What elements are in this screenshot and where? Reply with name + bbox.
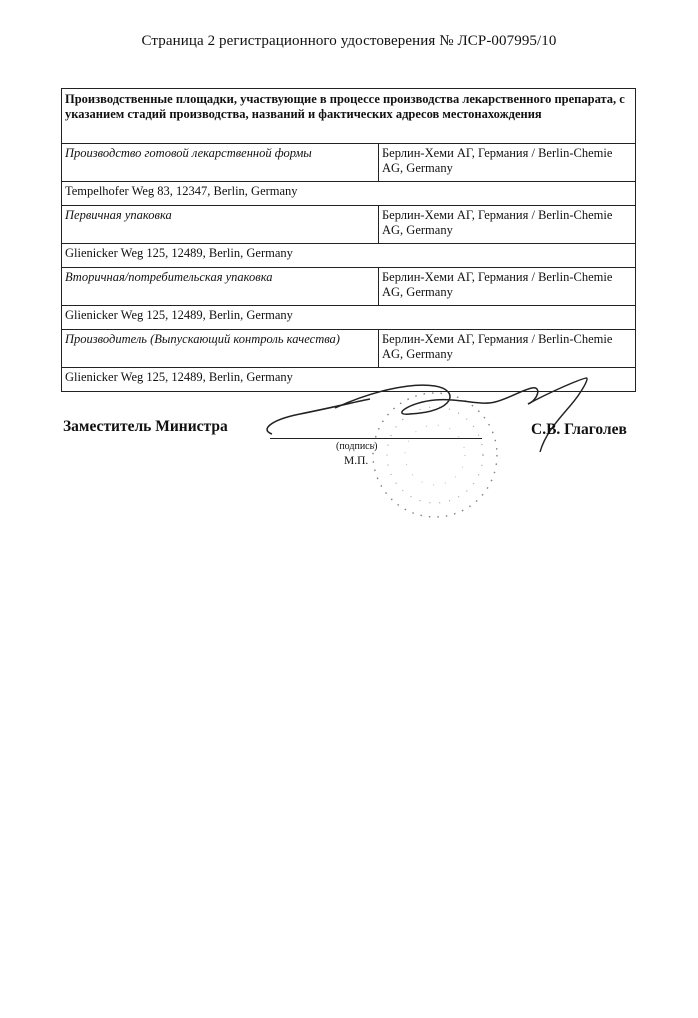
- site-address: Glienicker Weg 125, 12489, Berlin, Germany: [62, 306, 636, 330]
- organization-name: Берлин-Хеми АГ, Германия / Berlin-Chemie AG, Germany: [379, 268, 636, 306]
- site-address: Glienicker Weg 125, 12489, Berlin, Germany: [62, 244, 636, 268]
- production-stage: Производитель (Выпускающий контроль качества): [62, 330, 379, 368]
- page-title: Страница 2 регистрационного удостоверения № ЛСР-007995/10: [141, 33, 557, 49]
- production-sites-table: [61, 88, 636, 392]
- table-row: [62, 268, 636, 306]
- production-stage: Первичная упаковка: [62, 206, 379, 244]
- table-row: [62, 206, 636, 244]
- site-address: Glienicker Weg 125, 12489, Berlin, Germany: [62, 368, 636, 392]
- production-stage: Вторичная/потребительская упаковка: [62, 268, 379, 306]
- signer-position: Заместитель Министра: [63, 418, 228, 435]
- table-row: [62, 330, 636, 368]
- signature-block: [0, 418, 698, 558]
- table-heading: Производственные площадки, участвующие в процессе производства лекарственного препарата, с указанием стадий производства, названий и фактических адресов местонахождения: [62, 89, 636, 144]
- signature-line: [270, 438, 482, 439]
- signer-name: С.В. Глаголев: [531, 421, 627, 438]
- signature-caption: (подпись): [336, 441, 378, 452]
- organization-name: Берлин-Хеми АГ, Германия / Berlin-Chemie AG, Germany: [379, 144, 636, 182]
- table-row: [62, 144, 636, 182]
- table-row-address: [62, 182, 636, 206]
- table-heading-row: [62, 89, 636, 144]
- stamp-place-label: М.П.: [344, 455, 369, 467]
- production-stage: Производство готовой лекарственной формы: [62, 144, 379, 182]
- table-row-address: [62, 244, 636, 268]
- table-row-address: [62, 306, 636, 330]
- organization-name: Берлин-Хеми АГ, Германия / Berlin-Chemie AG, Germany: [379, 330, 636, 368]
- organization-name: Берлин-Хеми АГ, Германия / Berlin-Chemie AG, Germany: [379, 206, 636, 244]
- site-address: Tempelhofer Weg 83, 12347, Berlin, Germany: [62, 182, 636, 206]
